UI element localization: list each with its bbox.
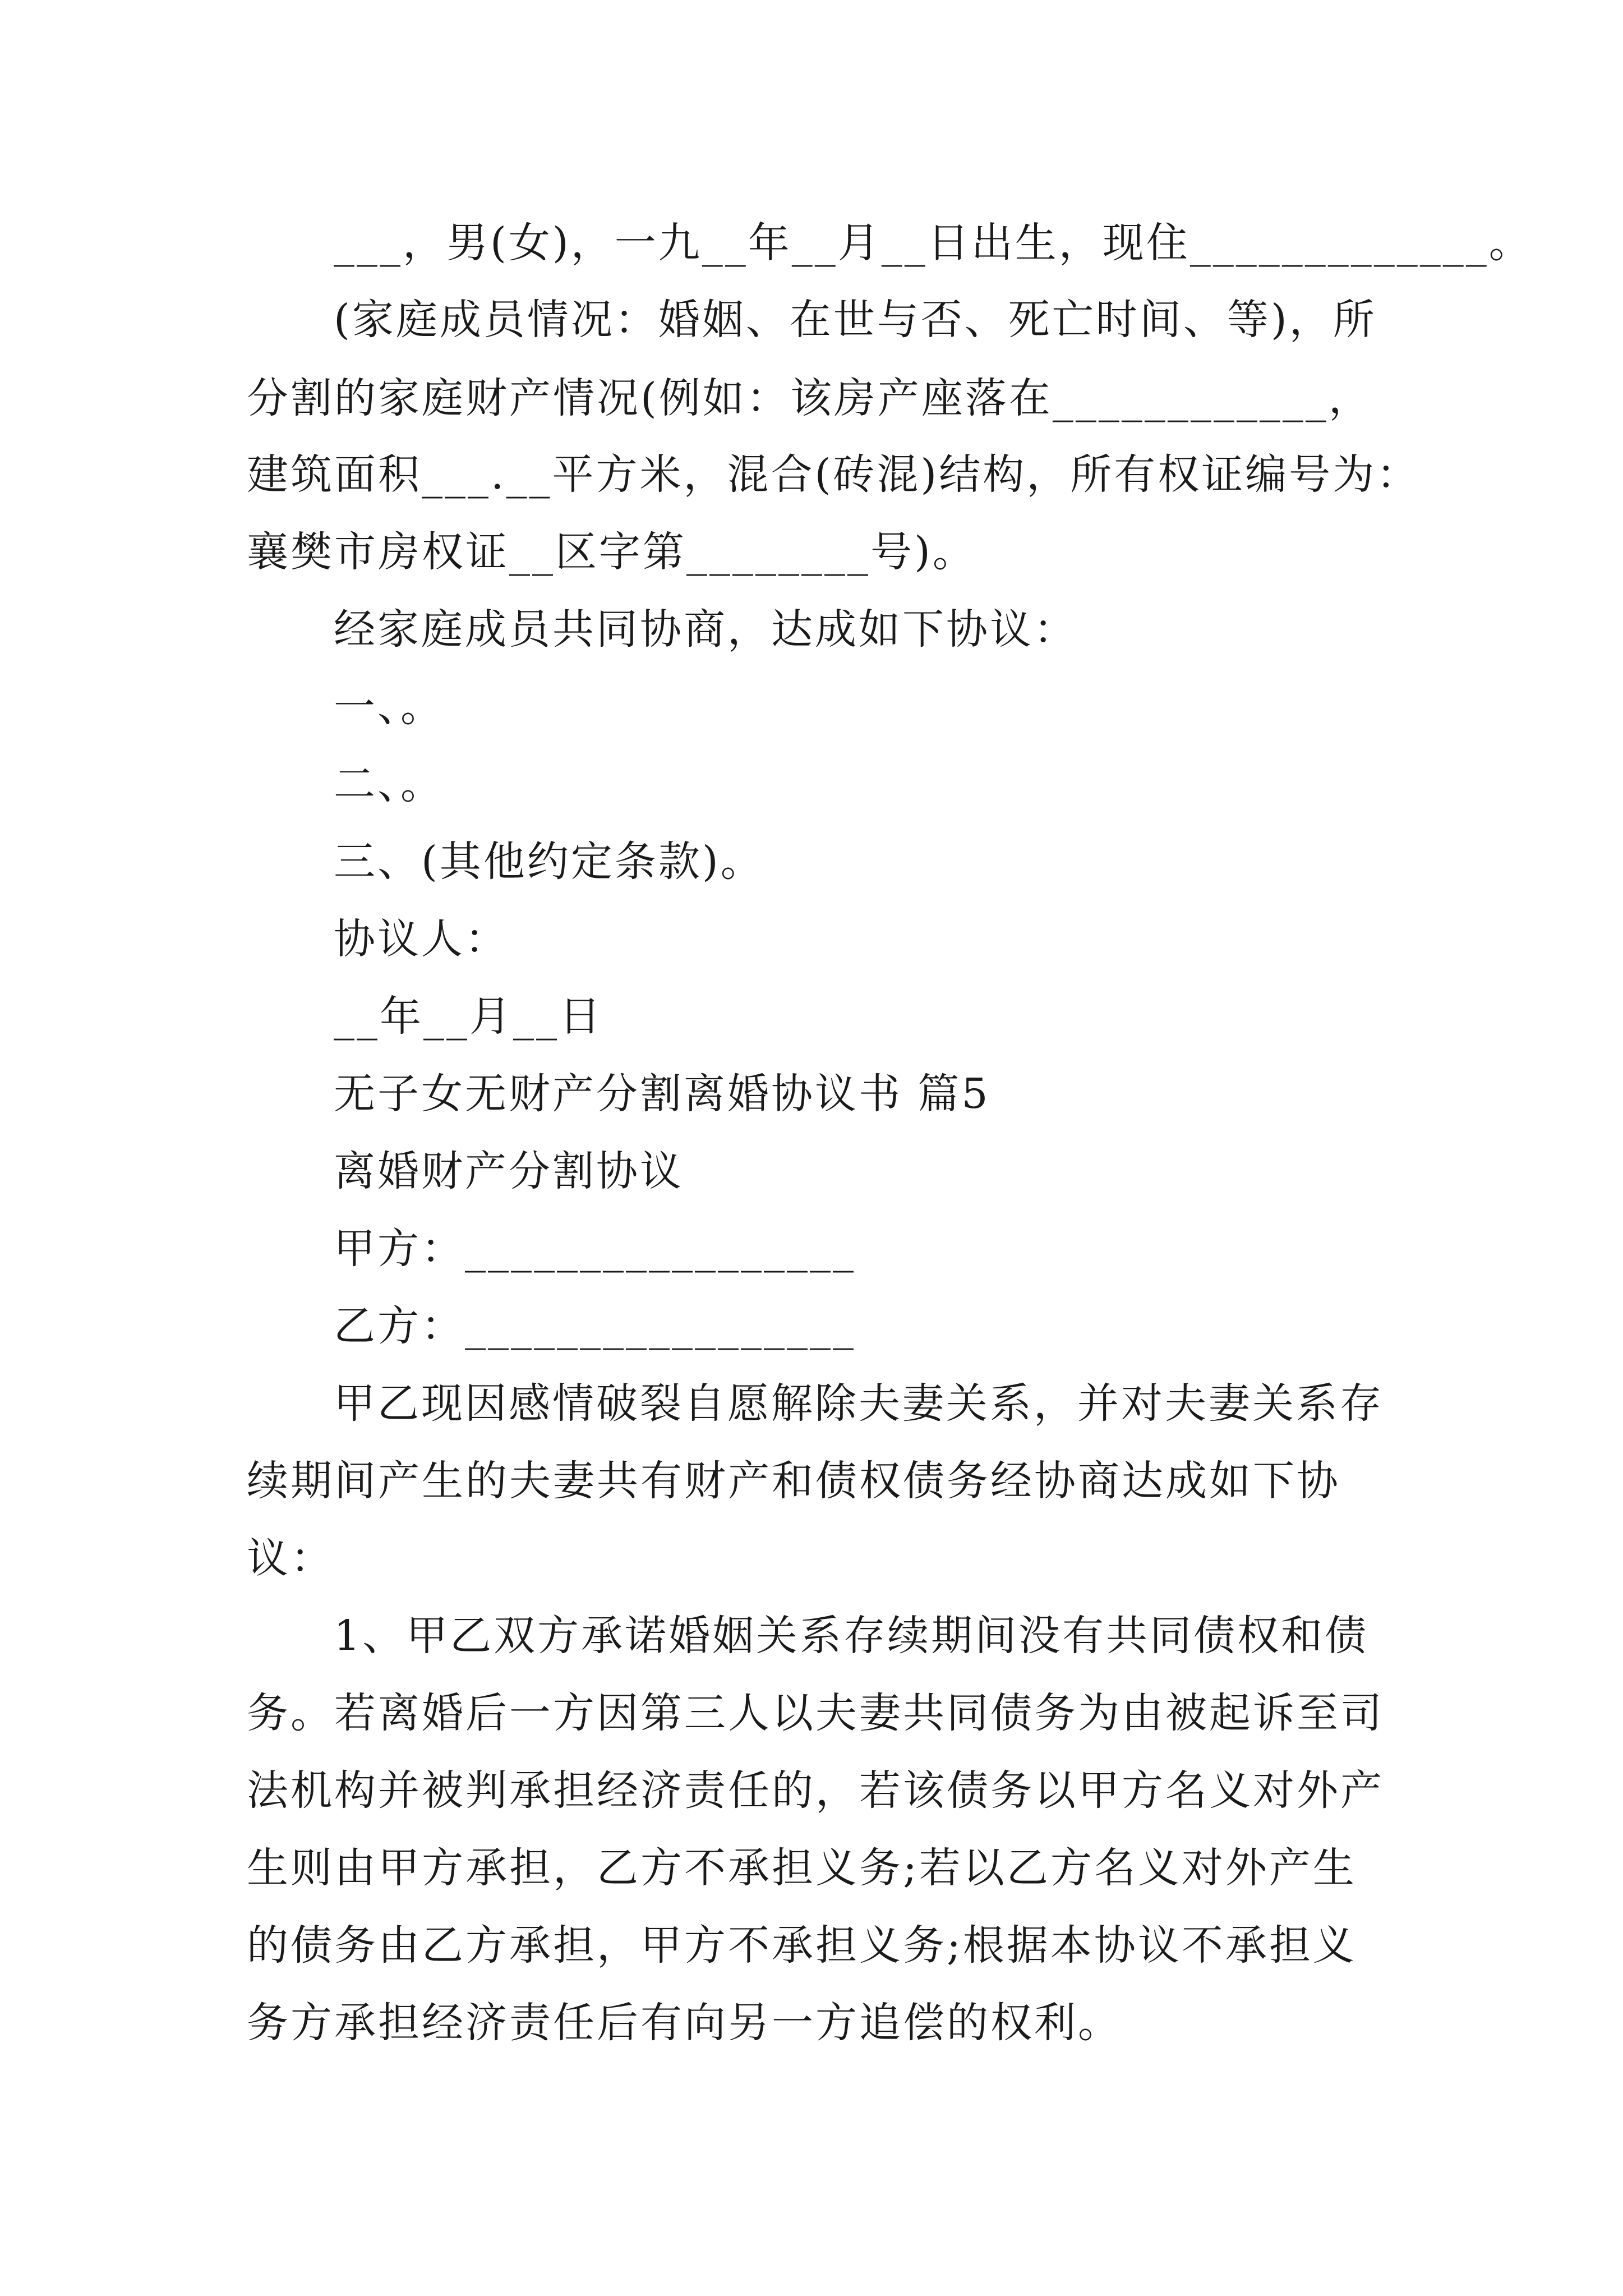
party-b-line: 乙方：_________________ (334, 1302, 856, 1350)
document-title: 离婚财产分割协议 (334, 1147, 684, 1195)
date-line: __年__月__日 (334, 992, 603, 1041)
list-item: 三、(其他约定条款)。 (334, 838, 764, 886)
paragraph-line: ___，男(女)，一九__年__月__日出生，现住_____________。 (334, 219, 1533, 267)
paragraph-line: 续期间产生的夫妻共有财产和债权债务经协商达成如下协 (247, 1457, 1340, 1505)
paragraph-line: 襄樊市房权证__区字第________号)。 (247, 528, 976, 576)
paragraph-line: 1、甲乙双方承诺婚姻关系存续期间没有共同债权和债 (334, 1612, 1369, 1660)
paragraph-line: 的债务由乙方承担，甲方不承担义务;根据本协议不承担义 (247, 1921, 1357, 1970)
paragraph-line: 议： (247, 1534, 334, 1582)
list-item: 一、。 (334, 683, 444, 731)
paragraph-line: 生则由甲方承担，乙方不承担义务;若以乙方名义对外产生 (247, 1844, 1357, 1892)
paragraph-line: 经家庭成员共同协商，达成如下协议： (334, 605, 1077, 654)
section-heading: 无子女无财产分割离婚协议书 篇5 (334, 1070, 990, 1118)
paragraph-line: 法机构并被判承担经济责任的，若该债务以甲方名义对外产 (247, 1766, 1384, 1815)
paragraph-line: 甲乙现因感情破裂自愿解除夫妻关系，并对夫妻关系存 (334, 1379, 1384, 1428)
paragraph-line: 建筑面积___.__平方米，混合(砖混)结构，所有权证编号为： (247, 450, 1421, 499)
paragraph-line: 务方承担经济责任后有向另一方追偿的权利。 (247, 1999, 1122, 2047)
paragraph-line: 务。若离婚后一方因第三人以夫妻共同债务为由被起诉至司 (247, 1689, 1384, 1737)
signatory-label: 协议人： (334, 915, 509, 963)
party-a-line: 甲方：_________________ (334, 1225, 856, 1273)
list-item: 二、。 (334, 760, 444, 808)
paragraph-line: 分割的家庭财产情况(例如：该房产座落在____________， (247, 374, 1372, 422)
paragraph-line: (家庭成员情况：婚姻、在世与否、死亡时间、等)，所 (334, 296, 1377, 344)
